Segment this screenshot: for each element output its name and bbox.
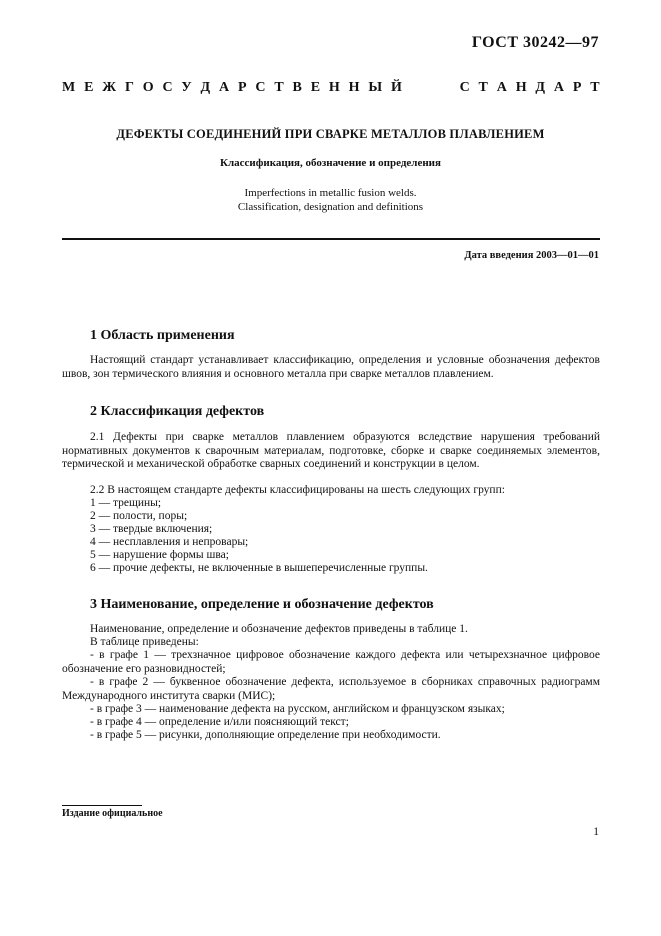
section-2-heading: 2 Классификация дефектов xyxy=(90,404,265,419)
banner-letter: Н xyxy=(515,80,527,95)
group-list-item: 4 — несплавления и непровары; xyxy=(90,536,249,548)
banner-letter: Ы xyxy=(368,80,383,95)
banner-letter: У xyxy=(181,80,192,95)
banner-letter: Н xyxy=(348,80,360,95)
banner-letter: Р xyxy=(237,80,247,95)
english-title xyxy=(0,186,661,214)
group-list-item: 2 — полости, поры; xyxy=(90,510,188,522)
column-description: - в графе 1 — трехзначное цифровое обозначение каждого дефекта или четырехзначное цифровое обозначение его разновидностей; xyxy=(62,649,600,675)
column-description: - в графе 3 — наименование дефекта на русском, английском и французском языках; xyxy=(90,703,505,715)
banner-letter: А xyxy=(553,80,565,95)
column-description: - в графе 5 — рисунки, дополняющие определение при необходимости. xyxy=(90,729,441,741)
banner-letter: Т xyxy=(478,80,488,95)
interstate-standard-banner xyxy=(62,80,600,96)
section-1-text: Настоящий стандарт устанавливает классификацию, определения и условные обозначения дефектов швов, зон термического влияния и основного металла при сварке металлов плавлением. xyxy=(62,354,600,380)
banner-letter: О xyxy=(142,80,154,95)
banner-letter: В xyxy=(292,80,302,95)
group-list-item: 3 — твердые включения; xyxy=(90,523,213,535)
banner-letter: С xyxy=(459,80,470,95)
banner-letter: Н xyxy=(328,80,340,95)
section-3-intro: Наименование, определение и обозначение дефектов приведены в таблице 1. xyxy=(90,623,468,635)
document-title: ДЕФЕКТЫ СОЕДИНЕНИЙ ПРИ СВАРКЕ МЕТАЛЛОВ ПЛАВЛЕНИЕМ xyxy=(116,127,545,141)
column-description: - в графе 4 — определение и/или поясняющий текст; xyxy=(90,716,349,728)
banner-letter: Т xyxy=(590,80,600,95)
introduction-date: Дата введения 2003—01—01 xyxy=(464,250,599,261)
banner-letter: С xyxy=(162,80,173,95)
banner-letter: Й xyxy=(390,80,402,95)
section-1-heading: 1 Область применения xyxy=(90,328,235,343)
group-list-item: 1 — трещины; xyxy=(90,497,162,509)
banner-letter: Ж xyxy=(102,80,117,95)
section-3-heading: 3 Наименование, определение и обозначение дефектов xyxy=(90,597,434,612)
english-title-line: Classification, designation and definitions xyxy=(237,201,424,213)
banner-word-gap xyxy=(411,80,451,96)
document-number: ГОСТ 30242—97 xyxy=(471,34,599,51)
banner-letter: Д xyxy=(535,80,546,95)
footer-divider xyxy=(62,805,142,806)
section-2-paragraph-2: 2.2 В настоящем стандарте дефекты классифицированы на шесть следующих групп: xyxy=(90,484,505,496)
column-description: - в графе 2 — буквенное обозначение дефекта, используемое в сборниках справочных радиограмм Международного института сварки (МИС); xyxy=(62,676,600,702)
title-divider xyxy=(62,238,600,240)
banner-letter: Е xyxy=(310,80,321,95)
banner-letter: Е xyxy=(84,80,94,95)
group-list-item: 6 — прочие дефекты, не включенные в вышеперечисленные группы. xyxy=(90,562,428,574)
section-3-table-intro: В таблице приведены: xyxy=(90,636,199,648)
section-2-paragraph-1: 2.1 Дефекты при сварке металлов плавлением образуются вследствие нарушения требований нормативных документов к сварочным материалам, подготовке, сборке и сварке соединяемых элементов, термической и механической обработке сварных соединений и конструкции в целом. xyxy=(62,431,600,471)
banner-letter: Г xyxy=(124,80,134,95)
banner-letter: С xyxy=(255,80,266,95)
banner-letter: А xyxy=(496,80,507,95)
banner-letter: Р xyxy=(572,80,582,95)
group-list-item: 5 — нарушение формы шва; xyxy=(90,549,229,561)
banner-letter: А xyxy=(219,80,230,95)
page-number: 1 xyxy=(593,826,599,838)
official-edition-label: Издание официальное xyxy=(62,808,163,819)
banner-letter: Д xyxy=(200,80,211,95)
english-title-line: Imperfections in metallic fusion welds. xyxy=(244,187,417,199)
document-subtitle: Классификация, обозначение и определения xyxy=(220,157,441,169)
banner-letter: М xyxy=(62,80,76,95)
banner-letter: Т xyxy=(274,80,284,95)
